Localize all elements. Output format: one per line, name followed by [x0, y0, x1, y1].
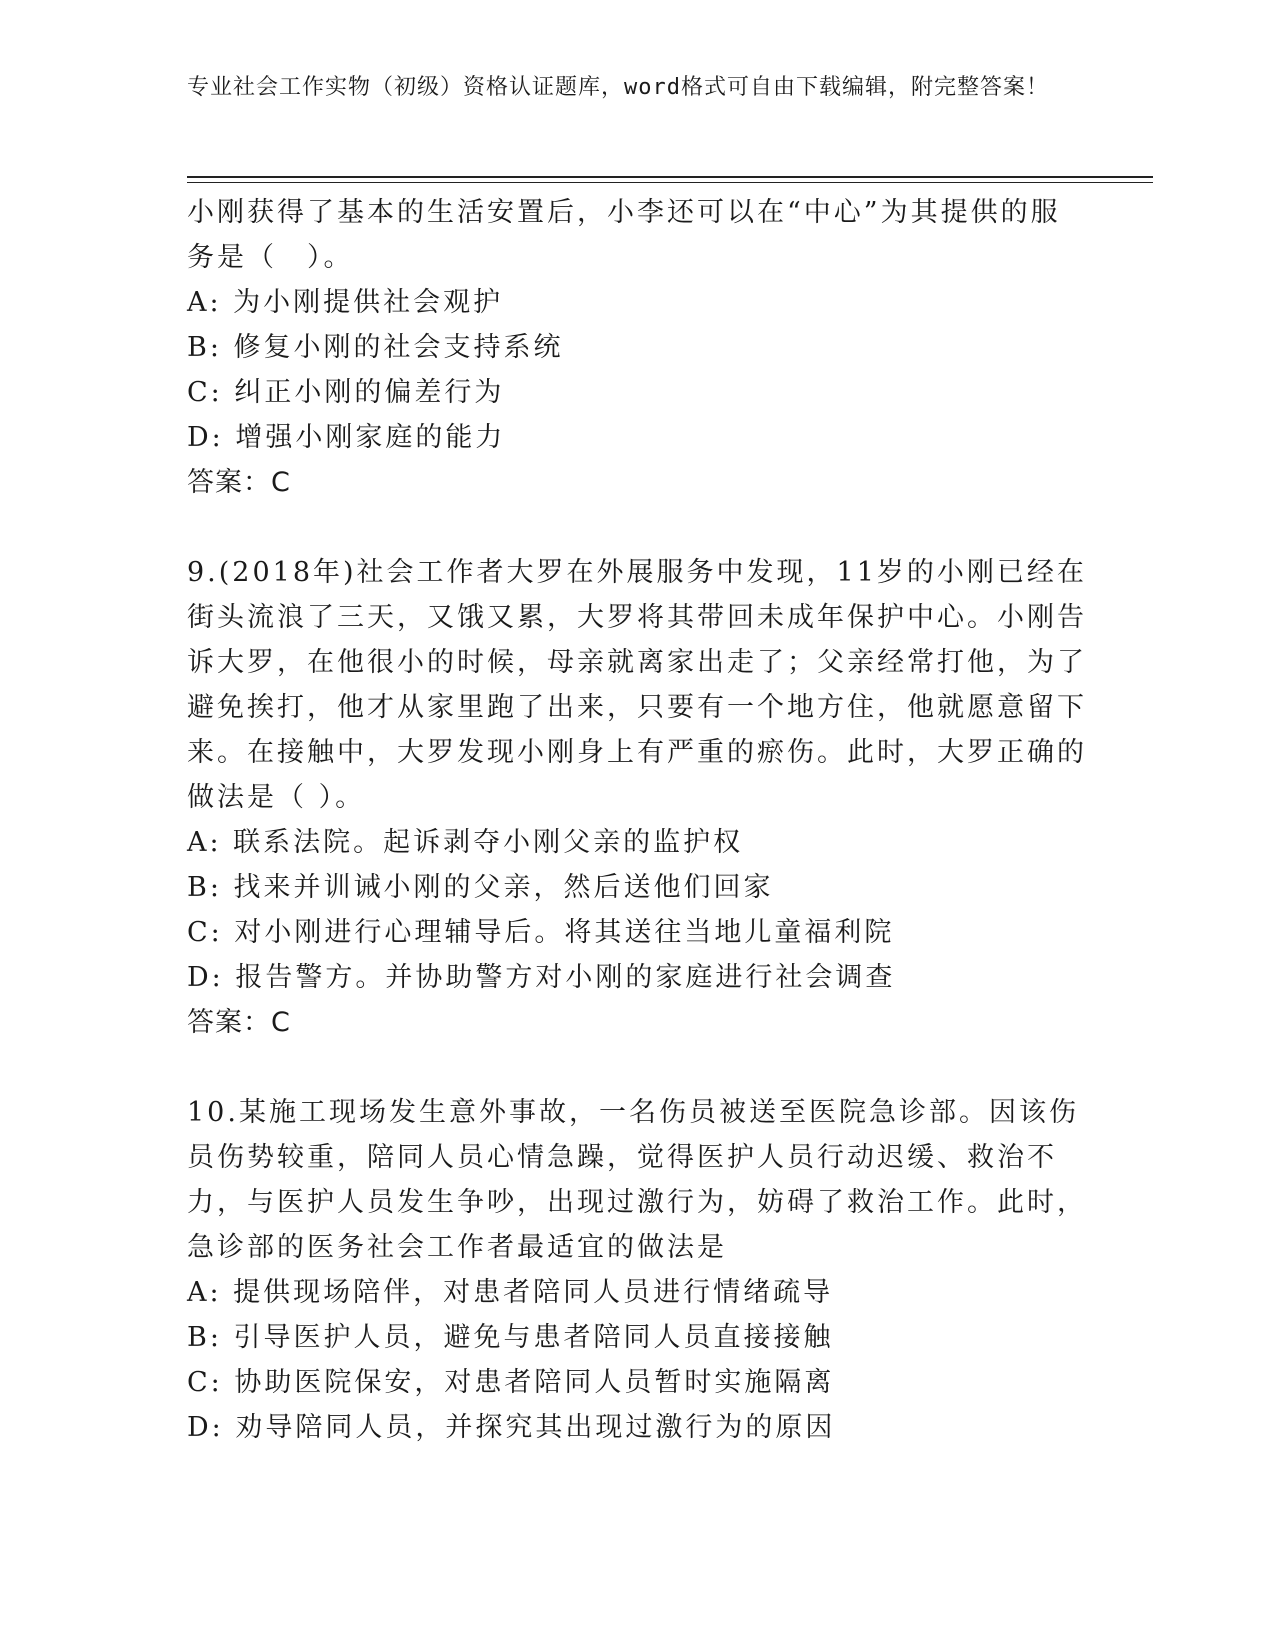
spacer: [187, 1045, 1087, 1090]
option-d: D: 增强小刚家庭的能力: [187, 422, 506, 453]
question-item: [187, 1090, 1087, 1450]
answer-line: 答案：C: [187, 467, 291, 498]
option-b: B: 修复小刚的社会支持系统: [187, 332, 564, 363]
option-a: A: 联系法院。起诉剥夺小刚父亲的监护权: [187, 827, 744, 858]
question-list: [187, 190, 1087, 1450]
spacer: [187, 505, 1087, 550]
option-a: A: 提供现场陪伴，对患者陪同人员进行情绪疏导: [187, 1277, 834, 1308]
answer-line: 答案：C: [187, 1007, 291, 1038]
question-text: 9.(2018年)社会工作者大罗在外展服务中发现，11岁的小刚已经在街头流浪了三天，又饿又累，大罗将其带回未成年保护中心。小刚告诉大罗，在他很小的时候，母亲就离家出走了；父亲经常打他，为了避免挨打，他才从家里跑了出来，只要有一个地方住，他就愿意留下来。在接触中，大罗发现小刚身上有严重的瘀伤。此时，大罗正确的做法是（ ）。: [187, 557, 1087, 813]
option-d: D: 报告警方。并协助警方对小刚的家庭进行社会调查: [187, 962, 896, 993]
page-header: 专业社会工作实物（初级）资格认证题库，word格式可自由下载编辑，附完整答案！: [187, 75, 1049, 100]
question-text: 小刚获得了基本的生活安置后，小李还可以在“中心”为其提供的服务是（ ）。: [187, 197, 1061, 273]
header-divider-thin: [187, 182, 1153, 183]
option-c: C: 纠正小刚的偏差行为: [187, 377, 505, 408]
header-divider-thick: [187, 176, 1153, 178]
option-c: C: 对小刚进行心理辅导后。将其送往当地儿童福利院: [187, 917, 895, 948]
option-d: D: 劝导陪同人员，并探究其出现过激行为的原因: [187, 1412, 836, 1443]
option-c: C: 协助医院保安，对患者陪同人员暂时实施隔离: [187, 1367, 835, 1398]
option-b: B: 找来并训诫小刚的父亲，然后送他们回家: [187, 872, 774, 903]
question-item: [187, 190, 1087, 505]
option-a: A: 为小刚提供社会观护: [187, 287, 504, 318]
question-item: [187, 550, 1087, 1045]
question-text: 10.某施工现场发生意外事故，一名伤员被送至医院急诊部。因该伤员伤势较重，陪同人员心情急躁，觉得医护人员行动迟缓、救治不力，与医护人员发生争吵，出现过激行为，妨碍了救治工作。此时，急诊部的医务社会工作者最适宜的做法是: [187, 1097, 1087, 1263]
option-b: B: 引导医护人员，避免与患者陪同人员直接接触: [187, 1322, 834, 1353]
